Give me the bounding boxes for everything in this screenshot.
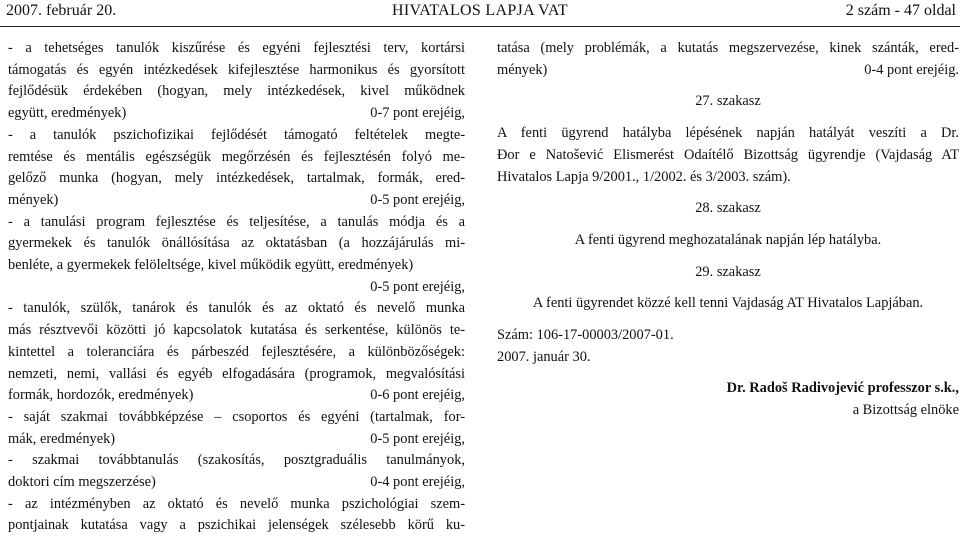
text-line: remtése és mentális egészségük megőrzésén és fejlesztésén folyó me- — [8, 148, 465, 165]
signatory-title: a Bizottság elnöke — [852, 402, 959, 419]
text-line: A fenti ügyrend hatályba lépésének napján hatályát veszíti a Dr. — [497, 125, 959, 142]
text-line: formák, hordozók, eredmények) — [8, 387, 194, 404]
score-line — [8, 385, 465, 407]
signatory-name: Dr. Radoš Radivojević professzor s.k., — [726, 380, 959, 397]
section-heading-28: 28. szakasz — [695, 200, 761, 217]
text-line: Hivatalos Lapja 9/2001., 1/2002. és 3/2003. szám). — [497, 168, 791, 185]
document-number: Szám: 106-17-00003/2007-01. — [497, 327, 674, 344]
text-line: benléte, a gyermekek felöleltsége, kivel működik együtt, eredmények) — [8, 257, 414, 274]
score-value: 0-6 pont erejéig, — [370, 387, 465, 404]
header-rule — [0, 26, 960, 27]
score-value: 0-5 pont erejéig, — [370, 191, 465, 208]
score-value: 0-7 pont erejéig, — [370, 105, 465, 122]
text-line: - saját szakmai továbbképzése – csoportos és egyéni (tartalmak, for- — [8, 408, 465, 425]
score-line — [8, 429, 465, 451]
text-line: nemzeti, nemi, vallási és egyéb elfogadására (programok, megvalósítási — [8, 365, 465, 382]
text-line: együtt, eredmények) — [8, 105, 127, 122]
text-line: mák, eredmények) — [8, 430, 116, 447]
publication-title: HIVATALOS LAPJA VAT — [391, 2, 568, 19]
text-line: - a tehetséges tanulók kiszűrése és egyéni fejlesztési terv, kortársi — [8, 40, 465, 56]
text-line: A fenti ügyrend meghozatalának napján lép hatályba. — [574, 231, 882, 248]
score-line — [497, 60, 959, 82]
text-line: mények) — [497, 61, 548, 78]
score-value: 0-5 pont erejéig, — [370, 430, 465, 447]
document-date: 2007. január 30. — [497, 348, 591, 365]
score-value: 0-5 pont erejéig, — [370, 278, 465, 295]
score-value: 0-4 pont erejéig. — [864, 61, 959, 78]
text-line: doktori cím megszerzése) — [8, 474, 156, 491]
text-line: támogatás és egyén intézkedések kifejlesztése harmonikus és gyorsított — [8, 61, 465, 78]
score-line — [8, 472, 465, 494]
text-line: más résztvevői közötti jó kapcsolatok kutatása és serkentése, különös te- — [8, 322, 465, 339]
text-line: - a tanulási program fejlesztése és teljesítése, a tanulás módja és a — [8, 213, 465, 230]
text-line: - az intézményben az oktató és nevelő munka pszichológiai szem- — [8, 495, 465, 512]
text-line: - szakmai továbbtanulás (szakosítás, posztgraduális tanulmányok, — [8, 452, 465, 469]
score-line — [8, 190, 465, 212]
right-column — [497, 38, 959, 422]
score-value: 0-4 pont erejéig, — [370, 474, 465, 491]
text-line: Đor e Natošević Elismerést Odaítélő Bizottság ügyrendje (Vajdaság AT — [497, 146, 959, 163]
issue-page-number: 2 szám - 47 oldal — [845, 2, 956, 19]
score-line — [8, 103, 465, 125]
text-line: - a tanulók pszichofizikai fejlődését támogató feltételek megte- — [8, 126, 465, 143]
issue-date: 2007. február 20. — [6, 2, 117, 19]
section-heading-27: 27. szakasz — [695, 93, 761, 110]
text-line: A fenti ügyrendet közzé kell tenni Vajdaság AT Hivatalos Lapjában. — [532, 295, 924, 312]
text-line: mények) — [8, 191, 59, 208]
text-line: gyermekek és tanulók önállósítása az oktatásban (a hozzájárulás mi- — [8, 235, 465, 252]
section-heading-29: 29. szakasz — [695, 263, 761, 280]
text-line: tatása (mely problémák, a kutatás megszervezése, kinek szánták, ered- — [497, 40, 959, 56]
text-line: kintettel a toleranciára és párbeszéd fejlesztésére, a különbözőségek: — [8, 343, 465, 360]
text-line: - tanulók, szülők, tanárok és tanulók és az oktató és nevelő munka — [8, 300, 465, 317]
left-column — [8, 38, 465, 537]
text-line: pontjainak kutatása vagy a pszichikai jelenségek szélesebb körű ku- — [8, 517, 465, 534]
page-header — [0, 0, 960, 28]
text-line: gelőző munka (hogyan, mely intézkedések, tartalmak, formák, ered- — [8, 170, 465, 187]
text-line: fejlődésük érdekében (hogyan, mely intézkedések, kivel működnek — [8, 83, 465, 100]
